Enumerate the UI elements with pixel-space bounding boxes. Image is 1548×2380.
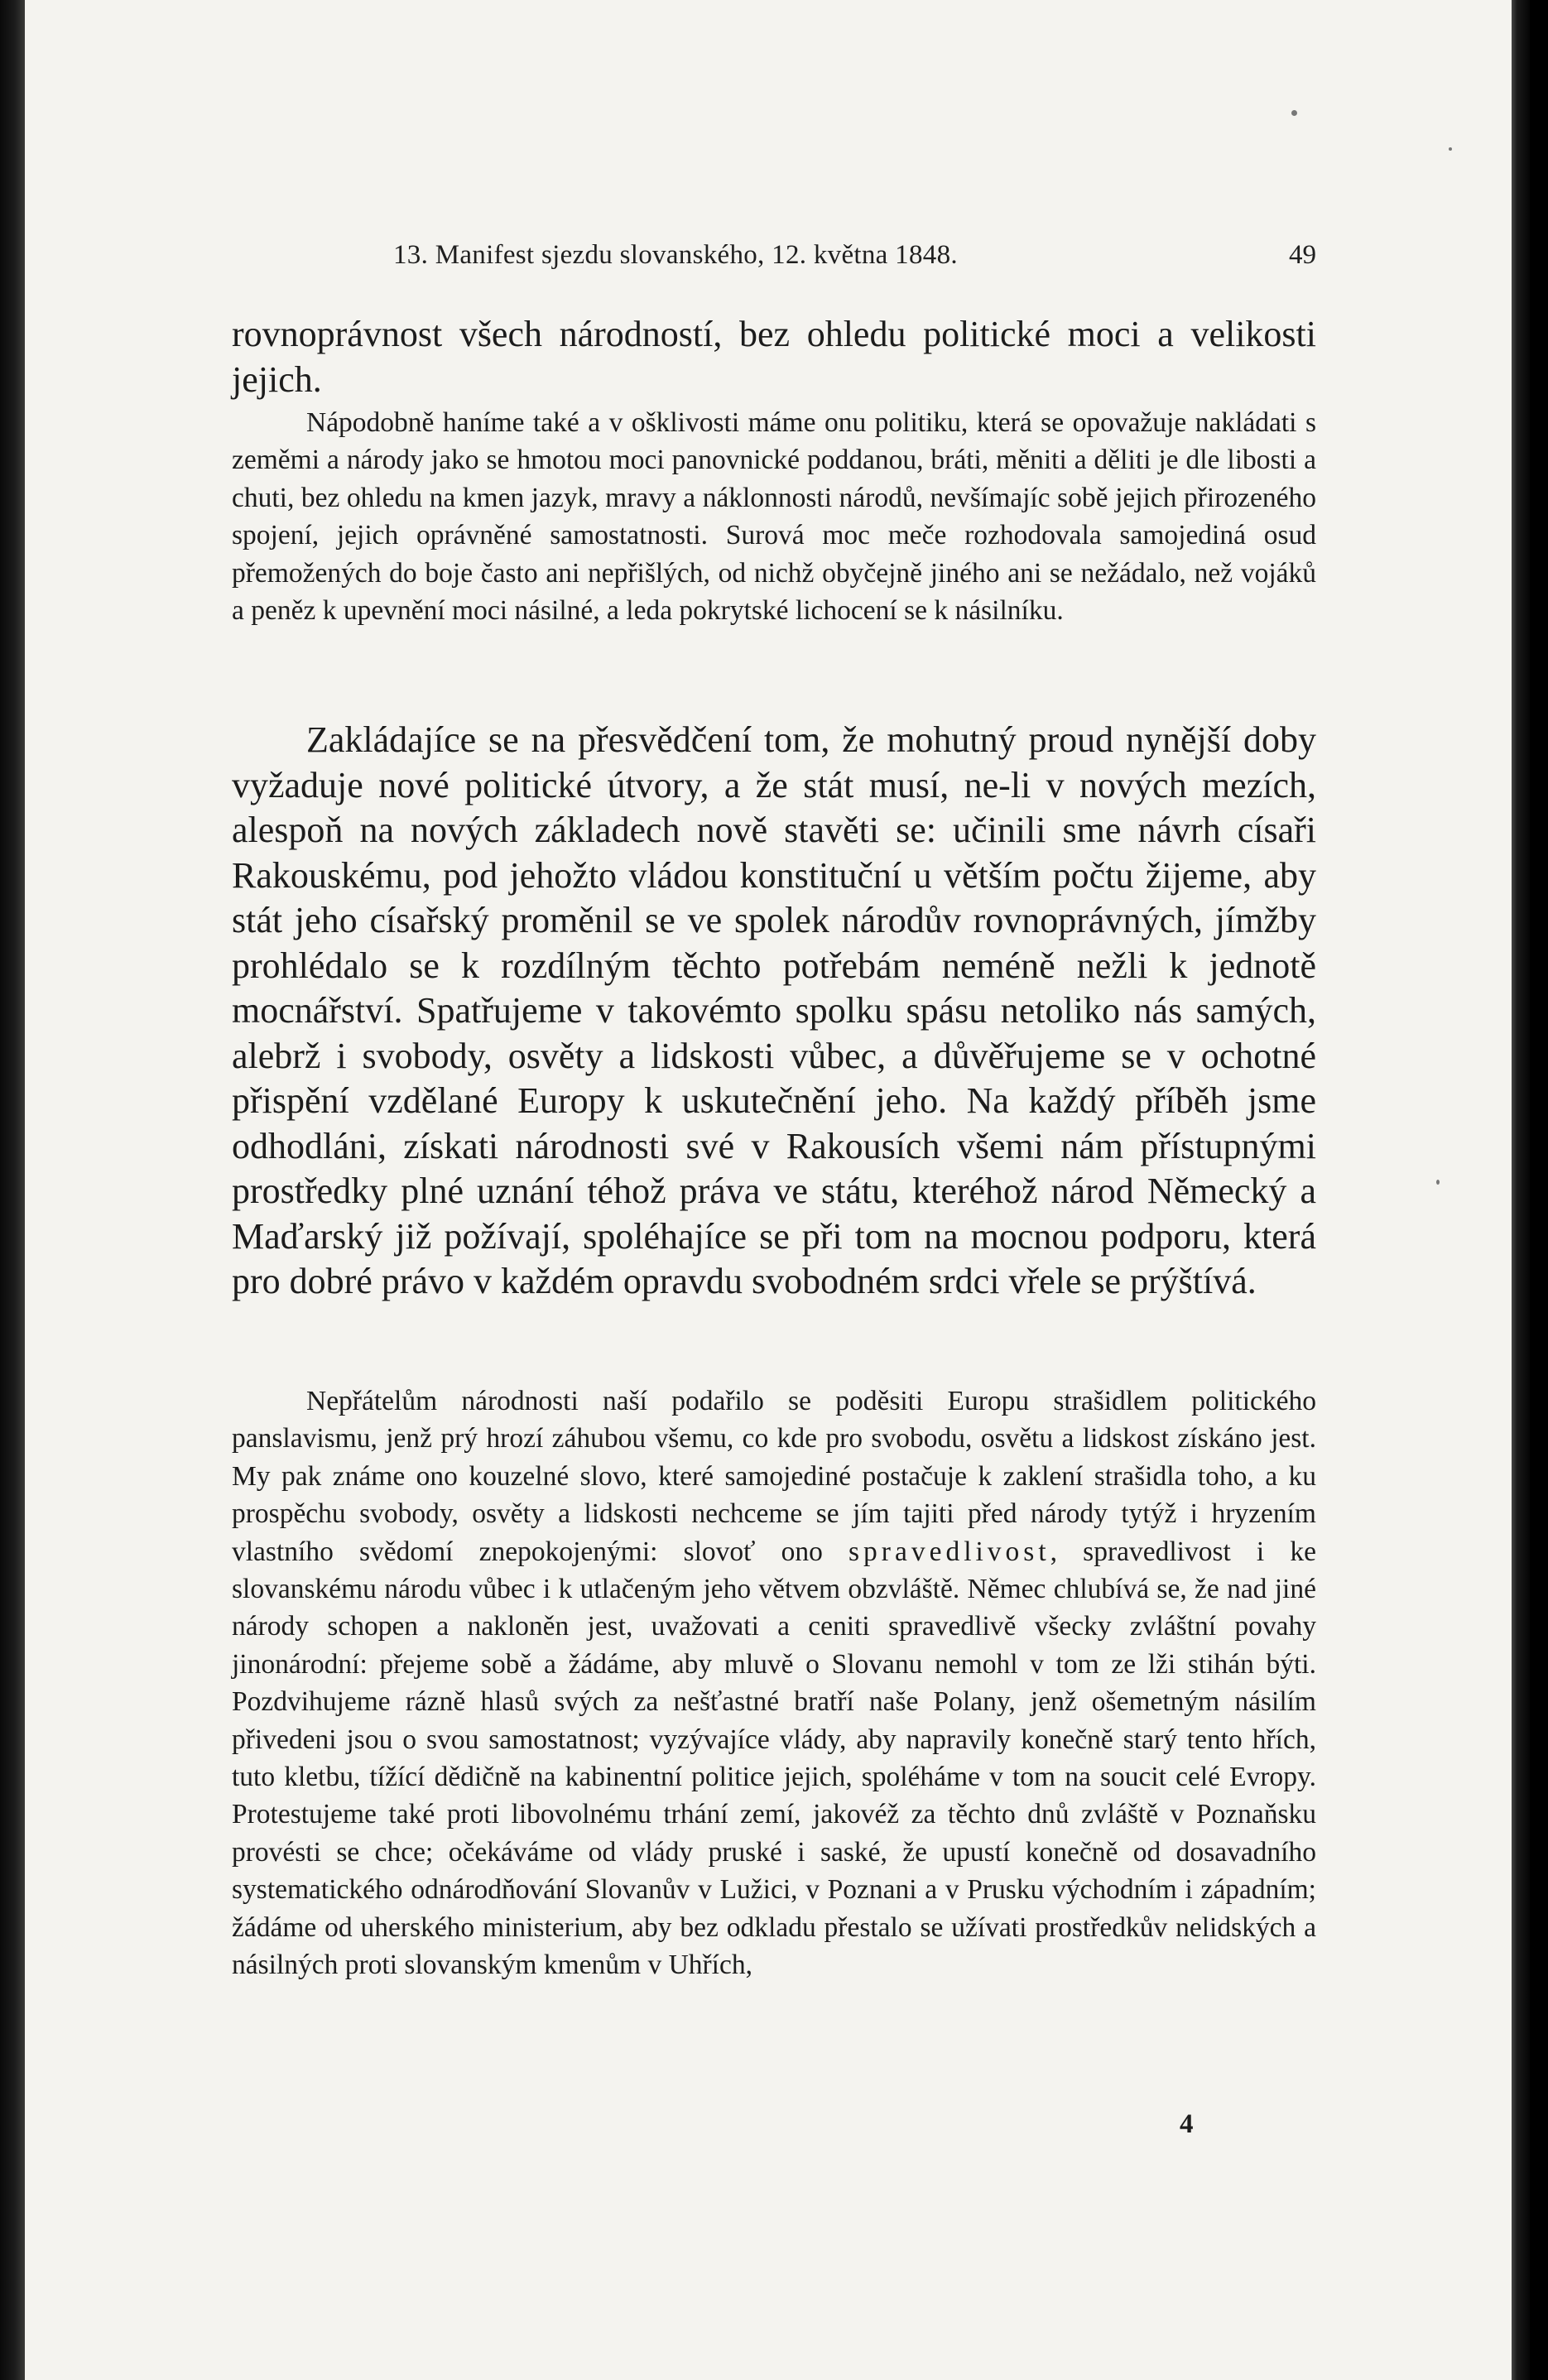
paper-speck [1291,110,1297,116]
chapter-title: 13. Manifest sjezdu slovanského, 12. května 1848. [393,240,958,270]
scan-right-edge [1512,0,1530,2380]
signature-mark: 4 [1180,2109,1194,2139]
paper-speck [1436,1180,1440,1185]
paragraph-3: Zakládajíce se na přesvědčení tom, že mohutný proud nynější doby vyžaduje nové politické útvory, a že stát musí, ne-li v nových mezích, alespoň na nových základech nově stavěti se: učinili sme návrh císaři Rakouskému, pod jehožto vládou konstituční u větším počtu žijeme, aby stát jeho císařský proměnil se ve spolek národův rovnoprávných, jímžby prohlédalo se k rozdílným těchto potřebám neméně nežli k jednotě mocnářství. Spatřujeme v takovémto spolku spásu netoliko nás samých, alebrž i svobody, osvěty a lidskosti vůbec, a důvěřujeme se v ochotné přispění vzdělané Europy k uskutečnění jeho. Na každý příběh jsme odhodláni, získati národnosti své v Rakousích všemi nám přístupnými prostředky plné uznání téhož práva ve státu, kteréhož národ Německý a Maďarský již požívají, spoléhajíce se při tom na mocnou podporu, která pro dobré právo v každém opravdu svobodném srdci vřele se prýštívá. [232,719,1316,1301]
paragraph-4 [232,1382,1316,1984]
book-page [25,0,1530,2380]
page-number: 49 [1289,240,1316,270]
paper-speck [1449,147,1452,151]
paragraph-4-lead: Nepřátelům národnosti naší podařilo se poděsiti Europu strašidlem politického panslavismu, jenž prý hrozí záhubou všemu, co kde pro svobodu, osvětu a lidskost získáno jest. My pak známe ono kouzelné slovo, které samojediné postačuje k zaklení strašidla toho, a ku prospěchu svobody, osvěty a lidskosti nechceme se jím tajiti před národy tytýž i hryzením vlastního svědomí znepokojenými: slovoť ono [232,1386,1316,1567]
scan-left-edge [0,0,25,2380]
paragraph-2: Nápodobně haníme také a v ošklivosti máme onu politiku, která se opovažuje nakládati s zeměmi a národy jako se hmotou moci panovnické poddanou, bráti, měniti a děliti je dle libosti a chuti, bez ohledu na kmen jazyk, mravy a náklonnosti národů, nevšímajíc sobě jejich přirozeného spojení, jejich oprávněné samostatnosti. Surová moc meče rozhodovala samojediná osud přemožených do boje často ani nepřišlých, od nichž obyčejně jiného ani se nežádalo, než vojáků a peněz k upevnění moci násilné, a leda pokrytské lichocení se k násilníku. [232,407,1316,627]
emphasis-spravedlivost: spravedlivost [849,1536,1050,1567]
running-head [393,240,1316,281]
paragraph-1: rovnoprávnost všech národností, bez ohledu politické moci a velikosti jejich. [232,314,1316,400]
paragraph-4-rest: , spravedlivost i ke slovanskému národu vůbec i k utlačeným jeho větvem obzvláště. Němec chlubívá se, že nad jiné národy schopen a nakloněn jest, uvažovati a ceniti spravedlivě všecky zvláštní povahy jinonárodní: přejeme sobě a žádáme, aby mluvě o Slovanu nemohl v tom ze lži stihán býti. Pozdvihujeme rázně hlasů svých za nešťastné bratří naše Polany, jenž ošemetným násilím přivedeni jsou o svou samostatnost; vyzývajíce vlády, aby napravily konečně starý tento hřích, tuto kletbu, tížící dědičně na kabinentní politice jejich, spoléháme v tom na soucit celé Evropy. Protestujeme také proti libovolnému trhání zemí, jakovéž za těchto dnů zvláště v Poznaňsku provésti se chce; očekáváme od vlády pruské i saské, že upustí konečně od dosavadního systematického odnárodňování Slovanův v Lužici, v Poznani a v Prusku východním i západním; žádáme od uherského ministerium, aby bez odkladu přestalo se užívati prostředkův nelidských a násilných proti slovanským kmenům v Uhřích, [232,1536,1316,1981]
